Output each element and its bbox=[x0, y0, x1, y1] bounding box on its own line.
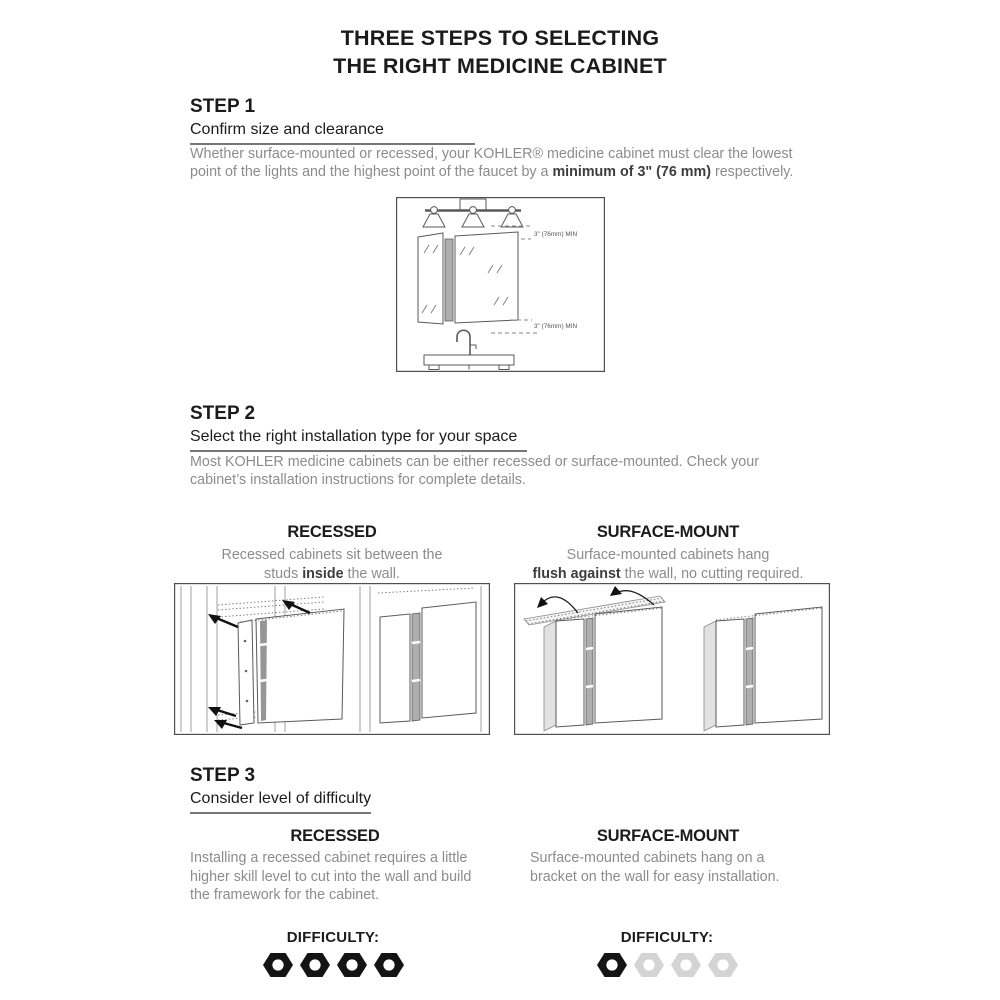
step3-surface-heading: SURFACE-MOUNT bbox=[596, 827, 740, 845]
step3-recessed-desc: Installing a recessed cabinet requires a little higher skill level to cut into the wall and build the framework for the cabinet. bbox=[190, 850, 472, 903]
cabinet-front-icon bbox=[544, 607, 662, 731]
faucet-sink-icon bbox=[424, 330, 514, 369]
medicine-cabinet-icon bbox=[418, 232, 518, 324]
difficulty-rating bbox=[183, 952, 483, 978]
step3-label: STEP 3 bbox=[190, 765, 256, 786]
step2-recessed-desc: Recessed cabinets sit between the studs inside the wall. bbox=[221, 547, 443, 582]
flush-cabinet-icon bbox=[378, 588, 476, 723]
step1-desc-post: respectively. bbox=[710, 163, 794, 180]
difficulty-label: DIFFICULTY: bbox=[286, 929, 380, 946]
clearance-bottom-label: 3" (76mm) MIN bbox=[534, 323, 578, 330]
difficulty-nut-icon bbox=[374, 952, 404, 978]
surface-mount-install-diagram bbox=[514, 583, 830, 735]
step3-subtitle: Consider level of difficulty bbox=[190, 790, 371, 814]
step2-subtitle: Select the right installation type for your space bbox=[190, 428, 527, 452]
step1-label: STEP 1 bbox=[190, 96, 256, 117]
step1-subtitle: Confirm size and clearance bbox=[190, 121, 475, 145]
step2-label: STEP 2 bbox=[190, 403, 256, 424]
difficulty-recessed bbox=[183, 929, 483, 978]
difficulty-nut-icon bbox=[263, 952, 293, 978]
step2-description: Most KOHLER medicine cabinets can be either recessed or surface-mounted. Check your cabinet’s installation instructions for complete details. bbox=[190, 454, 759, 488]
cabinet-front-icon-2 bbox=[704, 607, 822, 731]
cabinet-inserting-icon bbox=[238, 609, 344, 725]
page-title-line-2: THE RIGHT MEDICINE CABINET bbox=[333, 54, 667, 78]
step1-description bbox=[190, 146, 820, 181]
difficulty-nut-icon bbox=[634, 952, 664, 978]
step1-desc-bold: minimum of 3" (76 mm) bbox=[552, 163, 711, 180]
step2-surface-heading: SURFACE-MOUNT bbox=[596, 523, 740, 541]
difficulty-nut-icon bbox=[708, 952, 738, 978]
step2-recessed-heading: RECESSED bbox=[287, 523, 377, 541]
step3-surface-desc: Surface-mounted cabinets hang on a bracket on the wall for easy installation. bbox=[530, 850, 780, 885]
difficulty-surface bbox=[517, 929, 817, 978]
difficulty-label: DIFFICULTY: bbox=[620, 929, 714, 946]
difficulty-nut-icon bbox=[337, 952, 367, 978]
clearance-diagram bbox=[396, 197, 605, 372]
page-title bbox=[0, 24, 1000, 80]
difficulty-nut-icon bbox=[671, 952, 701, 978]
page-title-line-1: THREE STEPS TO SELECTING bbox=[340, 26, 660, 50]
step2-surface-desc: Surface-mounted cabinets hang flush against the wall, no cutting required. bbox=[532, 547, 804, 582]
step3-recessed-heading: RECESSED bbox=[290, 827, 380, 845]
difficulty-rating bbox=[517, 952, 817, 978]
difficulty-nut-icon bbox=[597, 952, 627, 978]
recessed-install-diagram bbox=[174, 583, 490, 735]
vanity-light-icon bbox=[423, 199, 523, 227]
clearance-top-label: 3" (76mm) MIN bbox=[534, 231, 578, 238]
difficulty-nut-icon bbox=[300, 952, 330, 978]
step1-desc-pre: Whether surface-mounted or recessed, your KOHLER® medicine cabinet must clear the lowest point of the lights and the highest point of the faucet by a bbox=[190, 146, 793, 180]
